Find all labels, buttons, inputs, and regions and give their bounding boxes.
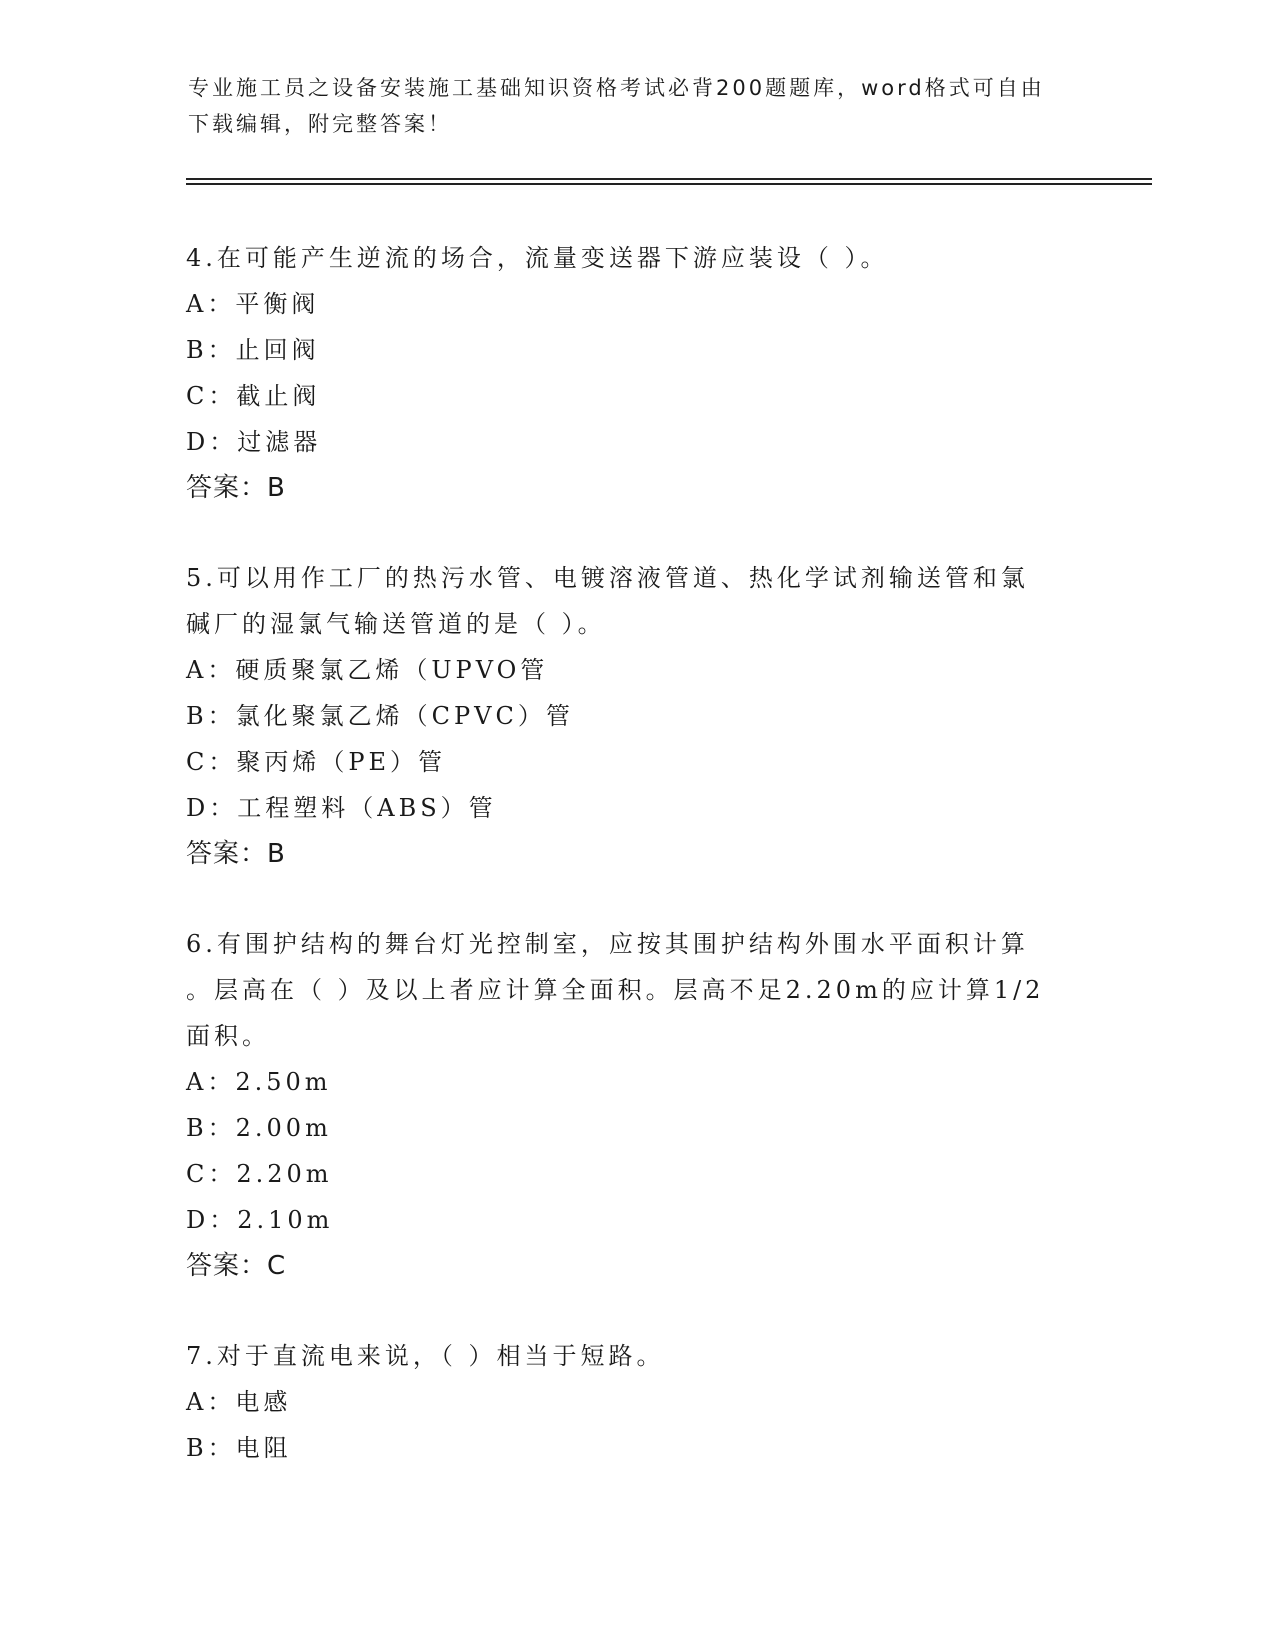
option-a: A：平衡阀 <box>186 290 320 318</box>
option-b: B：2.00m <box>186 1114 332 1142</box>
answer: 答案：C <box>186 1251 287 1281</box>
question-6 <box>186 921 1086 1289</box>
question-text: 6.有围护结构的舞台灯光控制室，应按其围护结构外围水平面积计算 <box>186 930 1029 958</box>
option-d: D：过滤器 <box>186 428 322 456</box>
question-text: 碱厂的湿氯气输送管道的是（ ）。 <box>186 610 606 638</box>
option-c: C：截止阀 <box>186 382 321 410</box>
option-a: A：硬质聚氯乙烯（UPVO管 <box>186 656 549 684</box>
option-b: B：止回阀 <box>186 336 320 364</box>
header-line-2: 下载编辑，附完整答案！ <box>188 112 452 136</box>
document-header <box>188 70 1068 142</box>
option-b: B：电阻 <box>186 1434 292 1462</box>
answer: 答案：B <box>186 473 286 503</box>
question-list <box>186 235 1086 1515</box>
question-5 <box>186 555 1086 877</box>
question-text: 5.可以用作工厂的热污水管、电镀溶液管道、热化学试剂输送管和氯 <box>186 564 1029 592</box>
option-a: A：2.50m <box>186 1068 332 1096</box>
question-text: 。层高在（ ）及以上者应计算全面积。层高不足2.20m的应计算1/2 <box>186 976 1045 1004</box>
question-text: 4.在可能产生逆流的场合，流量变送器下游应装设（ ）。 <box>186 244 889 272</box>
header-divider-top <box>186 178 1152 180</box>
question-text: 7.对于直流电来说，（ ）相当于短路。 <box>186 1342 665 1370</box>
question-7 <box>186 1333 1086 1471</box>
option-c: C：2.20m <box>186 1160 333 1188</box>
option-d: D：工程塑料（ABS）管 <box>186 794 497 822</box>
option-c: C：聚丙烯（PE）管 <box>186 748 447 776</box>
question-text: 面积。 <box>186 1022 270 1050</box>
header-divider-bottom <box>186 183 1152 185</box>
answer: 答案：B <box>186 839 286 869</box>
option-d: D：2.10m <box>186 1206 334 1234</box>
option-a: A：电感 <box>186 1388 292 1416</box>
option-b: B：氯化聚氯乙烯（CPVC）管 <box>186 702 574 730</box>
header-line-1: 专业施工员之设备安装施工基础知识资格考试必背200题题库，word格式可自由 <box>188 76 1045 100</box>
question-4 <box>186 235 1086 511</box>
